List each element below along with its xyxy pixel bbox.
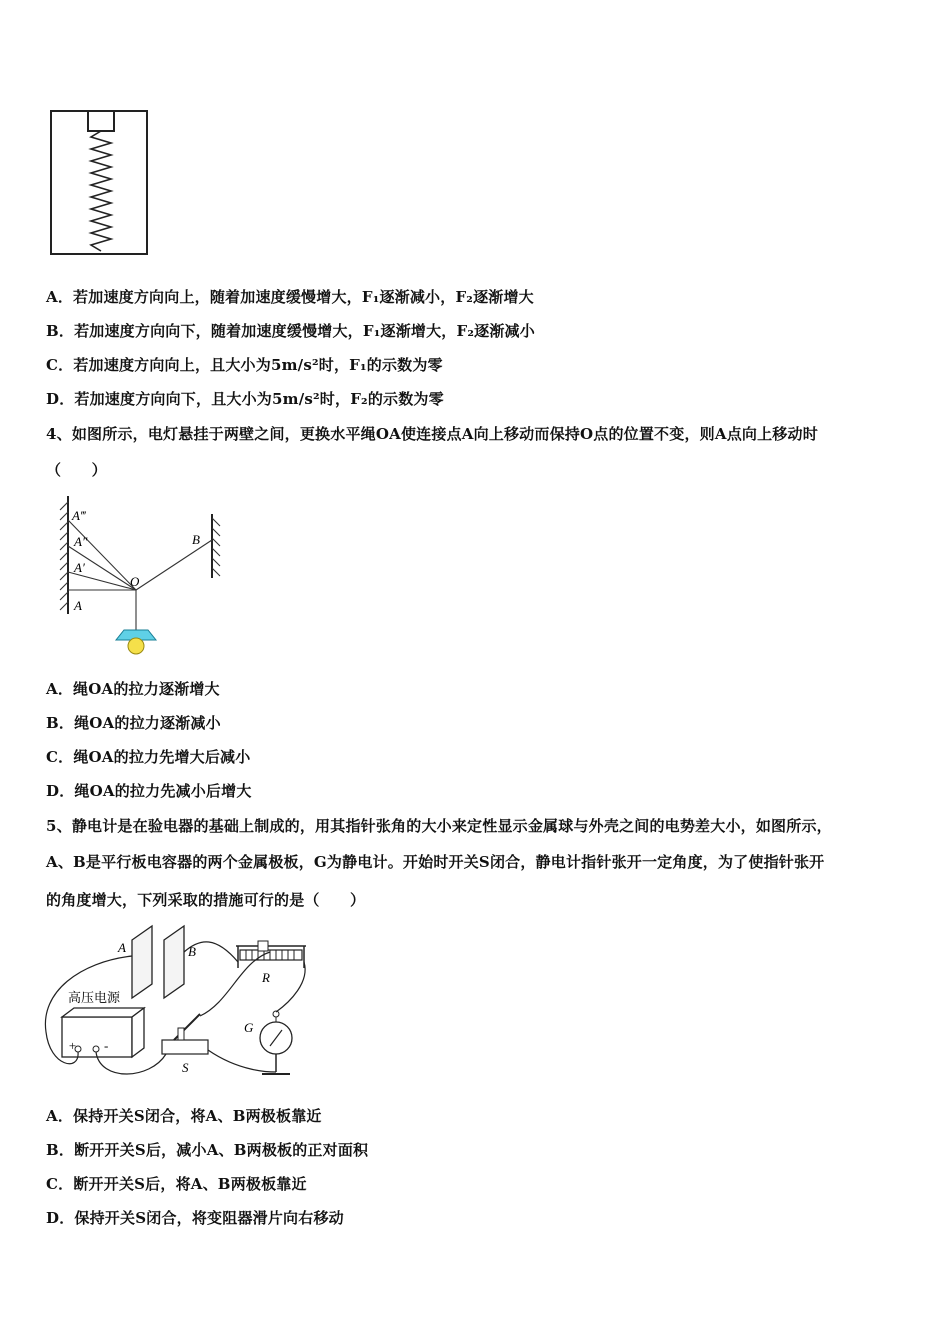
- label-a1: A′: [74, 560, 85, 575]
- label-a3: A‴: [72, 508, 86, 523]
- label-minus: -: [104, 1038, 109, 1053]
- q3-option-d[interactable]: D．若加速度方向向下，且大小为5m/s²时，F₂的示数为零: [46, 390, 444, 408]
- capacitor-circuit-figure: [40, 922, 330, 1087]
- q3-option-b[interactable]: B．若加速度方向向下，随着加速度缓慢增大，F₁逐渐增大，F₂逐渐减小: [46, 322, 535, 340]
- q5-option-a[interactable]: A．保持开关S闭合，将A、B两极板靠近: [46, 1107, 322, 1125]
- spring-box-figure: [48, 108, 152, 258]
- q5-stem-line1: 5、静电计是在验电器的基础上制成的，用其指针张角的大小来定性显示金属球与外壳之间的电势差大小，如图所示，: [46, 817, 832, 835]
- label-a2: A″: [74, 534, 88, 549]
- q5-stem-line2: A、B是平行板电容器的两个金属极板，G为静电计。开始时开关S闭合，静电计指针张开一定角度，为了使指针张开: [46, 853, 825, 871]
- label-source: 高压电源: [68, 991, 121, 1006]
- q5-option-b[interactable]: B．断开开关S后，减小A、B两极板的正对面积: [46, 1141, 369, 1159]
- q5-option-d[interactable]: D．保持开关S闭合，将变阻器滑片向右移动: [46, 1209, 344, 1227]
- label-s: S: [182, 1060, 189, 1075]
- q3-option-a[interactable]: A．若加速度方向向上，随着加速度缓慢增大，F₁逐渐减小，F₂逐渐增大: [46, 288, 534, 306]
- label-b: B: [192, 532, 200, 547]
- label-g: G: [244, 1020, 254, 1035]
- q4-stem-bracket: （ ）: [46, 461, 107, 479]
- label-plate-a: A: [118, 940, 126, 955]
- q4-option-b[interactable]: B．绳OA的拉力逐渐减小: [46, 714, 221, 732]
- q5-stem-line3: 的角度增大，下列采取的措施可行的是（ ）: [46, 891, 366, 909]
- label-plus: +: [68, 1038, 77, 1053]
- q5-option-c[interactable]: C．断开开关S后，将A、B两极板靠近: [46, 1175, 307, 1193]
- q4-stem: 4、如图所示，电灯悬挂于两壁之间，更换水平绳OA使连接点A向上移动而保持O点的位置不变，则A点向上移动时: [46, 425, 818, 443]
- label-r: R: [262, 970, 270, 985]
- lamp-walls-figure: [44, 492, 244, 662]
- label-a: A: [74, 598, 82, 613]
- label-plate-b: B: [188, 944, 196, 959]
- q4-option-d[interactable]: D．绳OA的拉力先减小后增大: [46, 782, 252, 800]
- label-o: O: [130, 574, 140, 589]
- q3-option-c[interactable]: C．若加速度方向向上，且大小为5m/s²时，F₁的示数为零: [46, 356, 443, 374]
- q4-option-a[interactable]: A．绳OA的拉力逐渐增大: [46, 680, 220, 698]
- q4-option-c[interactable]: C．绳OA的拉力先增大后减小: [46, 748, 251, 766]
